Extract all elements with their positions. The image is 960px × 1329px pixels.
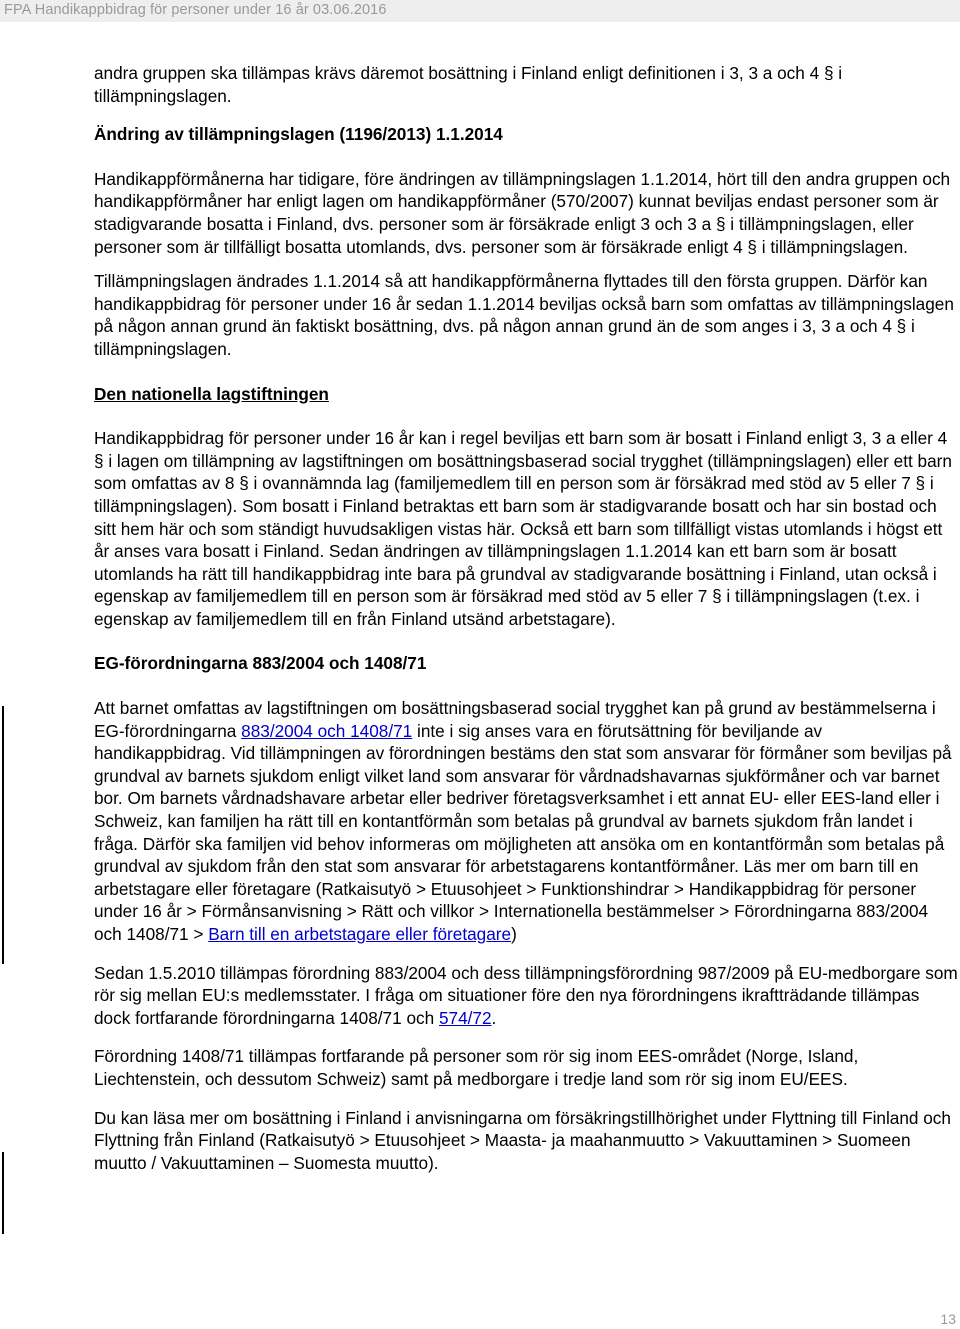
header-title: FPA Handikappbidrag för personer under 16 år 03.06.2016 bbox=[4, 2, 387, 18]
eg-paragraph-2 bbox=[94, 962, 958, 1030]
eg-p2-text-after: . bbox=[491, 1007, 497, 1028]
regulation-574-link[interactable]: 574/72 bbox=[438, 1007, 492, 1028]
eg-p1-text-after: inte i sig anses vara en förutsättning för beviljande av handikappbidrag. Vid tillämpningen av förordningen bestäms den stat som ansvarar för förmåner som beviljas på grundval av barnets sjukdom enligt vilket land som ansvarar för vårdnadshavarnas sjukförmåner och var barnet bor. Om barnets vårdnadshavare arbetar eller bedriver företagsverksamhet i ett annat EU- eller EES-land eller i Schweiz, kan familjen ha rätt till en kontantförmån som betalas på grundval av barnets sjukdom från landet i fråga. Därför ska familjen vid behov informeras om möjligheten att ansöka om en kontantförmån som betalas på grundval av sjukdom från den stat som ansvarar för arbetstagarens kontantförmåner. Läs mer om barn till en arbetstagare eller företagare (Ratkaisutyö > Etuusohjeet > Funktionshindrar > Handikappbidrag för personer under 16 år > Förmånsanvisning > Rätt och villkor > Internationella bestämmelser > Förordningarna 883/2004 och 1408/71 > bbox=[94, 720, 952, 944]
eg-p1-text-before: Att barnet omfattas av lagstiftningen om bosättningsbaserad social trygghet kan på grund av bestämmelserna i EG-förordningarna bbox=[94, 698, 936, 741]
page-header bbox=[0, 0, 960, 22]
change-heading: Ändring av tillämpningslagen (1196/2013) 1.1.2014 bbox=[94, 124, 503, 145]
intro-line-2: tillämpningslagen. bbox=[94, 85, 232, 106]
national-paragraph: Handikappbidrag för personer under 16 år kan i regel beviljas ett barn som är bosatt i Finland enligt 3, 3 a eller 4 § i lagen om tillämpning av lagstiftningen om bosättningsbaserad social trygghet (tillämpningslagen) eller ett barn som omfattas av 8 § i ovannämnda lag (familjemedlem till en person som är försäkrad med stöd av 5 eller 7 § i tillämpningslagen). Som bosatt i Finland betraktas ett barn som är stadigvarande bosatt och har sin bostad och sitt hem här och som ständigt huvudsakligen vistas här. Också ett barn som tillfälligt vistas utomlands i högst ett år anses vara bosatt i Finland. Sedan ändringen av tillämpningslagen 1.1.2014 kan ett barn som är bosatt utomlands ha rätt till handikappbidrag inte bara på grundval av stadigvarande bosättning i Finland, utan också i egenskap av familjemedlem till en person som är försäkrad med stöd av 5 eller 7 § i tillämpningslagen (t.ex. i egenskap av familjemedlem till en från Finland utsänd arbetstagare). bbox=[94, 428, 952, 629]
change-paragraph-2: Tillämpningslagen ändrades 1.1.2014 så att handikappförmånerna flyttades till den första gruppen. Därför kan handikappbidrag för personer under 16 år sedan 1.1.2014 beviljas också barn som omfattas av tillämpningslagen på någon annan grund än faktiskt bosättning, dvs. på någon annan grund än de som anges i 3, 3 a och 4 § i tillämpningslagen. bbox=[94, 271, 954, 359]
eg-heading: EG-förordningarna 883/2004 och 1408/71 bbox=[94, 653, 427, 674]
intro-line-1: andra gruppen ska tillämpas krävs däremot bosättning i Finland enligt definitionen i 3, 3 a och 4 § i bbox=[94, 63, 843, 83]
eg-p2-text-before: Sedan 1.5.2010 tillämpas förordning 883/2004 och dess tillämpningsförordning 987/2009 på EU-medborgare som rör sig mellan EU:s medlemsstater. I fråga om situationer före den nya förordningens ikraftträdande tillämpas dock fortfarande förordningarna 1408/71 och bbox=[94, 962, 958, 1028]
eg-paragraph-1 bbox=[94, 697, 958, 946]
eg-paragraph-3: Förordning 1408/71 tillämpas fortfarande på personer som rör sig inom EES-området (Norge, Island, Liechtenstein, och dessutom Schweiz) samt på medborgare i tredje land som rör sig inom EU/EES. bbox=[94, 1046, 859, 1089]
change-bar-bottom bbox=[2, 1152, 4, 1234]
change-bar-top bbox=[2, 706, 4, 964]
page-number: 13 bbox=[940, 1311, 956, 1327]
eg-p1-text-end: ) bbox=[511, 924, 517, 944]
document-body bbox=[94, 62, 958, 1174]
eg-paragraph-4: Du kan läsa mer om bosättning i Finland i anvisningarna om försäkringstillhörighet under Flyttning till Finland och Flyttning från Finland (Ratkaisutyö > Etuusohjeet > Maasta- ja maahanmuutto > Vakuuttaminen > Suomeen muutto / Vakuuttaminen – Suomesta muutto). bbox=[94, 1107, 951, 1173]
national-heading: Den nationella lagstiftningen bbox=[94, 383, 329, 404]
change-paragraph-1: Handikappförmånerna har tidigare, före ändringen av tillämpningslagen 1.1.2014, hört till den andra gruppen och handikappförmåner har enligt lagen om handikappförmåner (570/2007) kunnat beviljas endast personer som är stadigvarande bosatta i Finland, dvs. personer som är försäkrade enligt 3 och 3 a § i tillämpningslagen, eller personer som är tillfälligt bosatta utomlands, dvs. personer som är försäkrade enligt 4 § i tillämpningslagen. bbox=[94, 168, 951, 257]
child-of-worker-link[interactable]: Barn till en arbetstagare eller företagare bbox=[208, 924, 512, 944]
regulation-link[interactable]: 883/2004 och 1408/71 bbox=[241, 720, 413, 741]
